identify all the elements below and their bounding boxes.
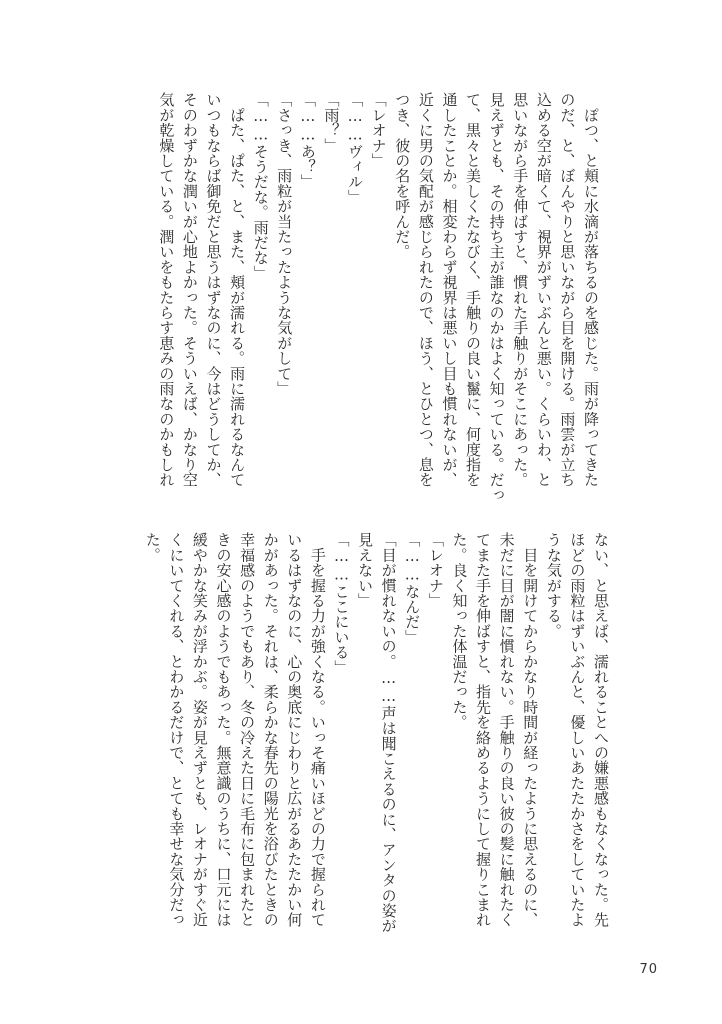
text-line: た。 <box>143 532 162 563</box>
bottom-text-block <box>140 532 612 952</box>
text-line: いつもならば御免だと思うはずなのに、今はどうしてか、 <box>204 92 223 488</box>
text-line: 「……ヴィル」 <box>346 92 365 205</box>
text-line: 「……なんだ」 <box>403 532 422 645</box>
text-line: 思いながら手を伸ばすと、慣れた手触りがそこにあった。 <box>511 92 530 488</box>
text-line: 手を握る力が強くなる。いっそ痛いほどの力で握られて <box>308 532 327 928</box>
text-line: うな気がする。 <box>544 532 563 639</box>
text-line: ぱた、ぱた、と、また、頬が濡れる。雨に濡れるなんて <box>228 92 247 488</box>
text-line: 幸福感のようでもあり、冬の冷えた日に毛布に包まれたと <box>238 532 257 928</box>
text-line: 見えずとも、その持ち主が誰なのかはよく知っている。だっ <box>487 92 506 503</box>
text-line: きの安心感のようでもあった。無意識のうちに、口元には <box>214 532 233 928</box>
text-line: 「……そうだな。雨だな」 <box>251 92 270 281</box>
text-line: た。良く知った体温だった。 <box>450 532 469 730</box>
page-number: 70 <box>639 962 658 977</box>
top-text-block <box>154 92 602 503</box>
text-line: 気が乾燥している。潤いをもたらす恵みの雨なのかもしれ <box>157 92 176 488</box>
text-line: 「目が慣れないの。……声は聞こえるのに、アンタの姿が <box>379 532 398 934</box>
text-line: ぽつ、と頬に水滴が落ちるのを感じた。雨が降ってきた <box>582 92 600 488</box>
text-line: のだ、と、ぼんやりと思いながら目を開ける。雨雲が立ち <box>558 92 577 488</box>
text-line: 近くに男の気配が感じられたので、ほう、とひとつ、息を <box>416 92 435 488</box>
text-line: 通したことか。相変わらず視界は悪いし目も慣れないが、 <box>440 92 459 488</box>
text-line: いるはずなのに、心の奥底にじわりと広がるあたたかい何 <box>285 532 304 928</box>
text-line: 「……あ？」 <box>298 92 317 190</box>
text-line: てまた手を伸ばすと、指先を絡めるようにして握りこまれ <box>474 532 493 928</box>
text-line: つき、彼の名を呼んだ。 <box>393 92 412 260</box>
text-line: ない、と思えば、濡れることへの嫌悪感もなくなった。先 <box>592 532 610 928</box>
text-line: ほどの雨粒はずいぶんと、優しいあたたかさをしていたよ <box>568 532 587 928</box>
text-line: 「レオナ」 <box>369 92 388 168</box>
text-line: て、黒々と美しくたなびく、手触りの良い鬣に、何度指を <box>464 92 483 488</box>
text-line: くにいてくれる、とわかるだけで、とても幸せな気分だっ <box>167 532 186 928</box>
text-line: そのわずかな潤いが心地よかった。そういえば、かなり空 <box>180 92 199 488</box>
text-line: 「雨？」 <box>322 92 341 153</box>
text-line: 込める空が暗くて、視界がずいぶんと悪い。くらいわ、と <box>534 92 553 488</box>
text-line: かがあった。それは、柔らかな春先の陽光を浴びたときの <box>261 532 280 928</box>
text-line: 見えない」 <box>356 532 375 608</box>
text-line: 緩やかな笑みが浮かぶ。姿が見えずとも、レオナがすぐ近 <box>190 532 209 928</box>
text-line: 目を開けてからかなり時間が経ったように思えるのに、 <box>521 532 540 928</box>
text-line: 「さっき、雨粒が当たったような気がして」 <box>275 92 294 396</box>
text-line: 「……ここにいる」 <box>332 532 351 675</box>
text-line: 「レオナ」 <box>426 532 445 608</box>
text-line: 未だに目が闇に慣れない。手触りの良い彼の髪に触れたく <box>497 532 516 928</box>
